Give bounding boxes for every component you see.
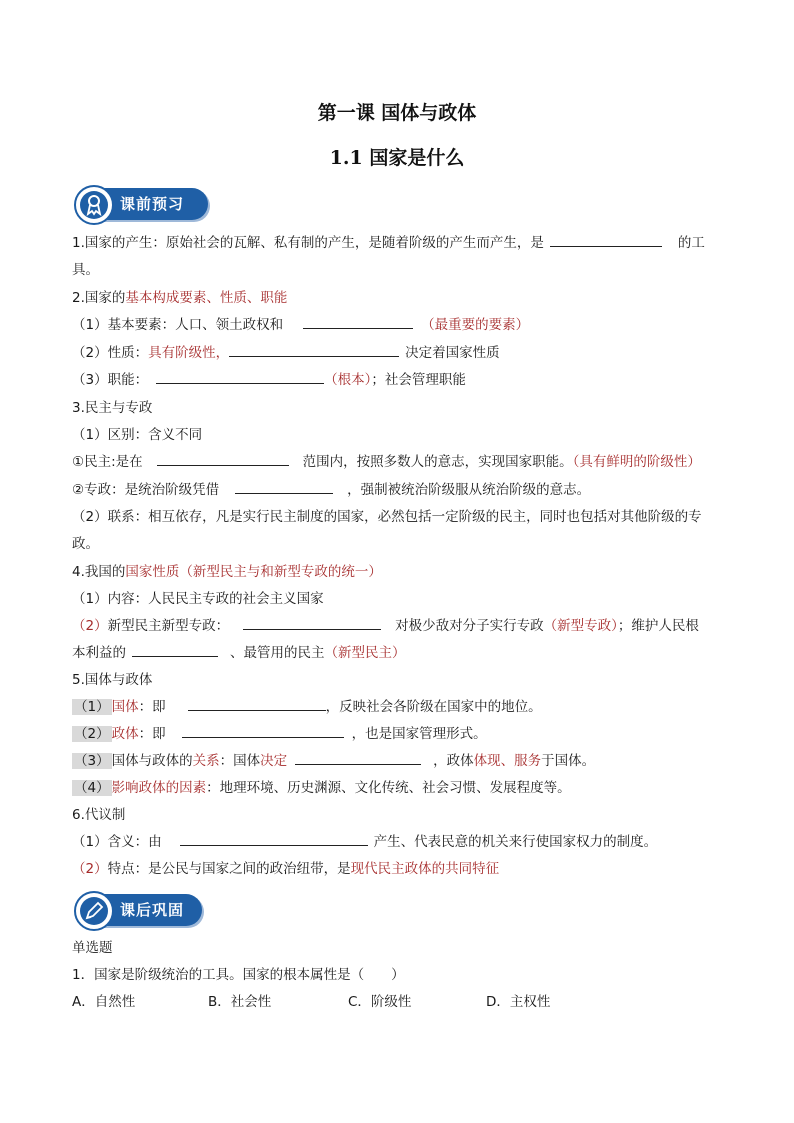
text: （3） xyxy=(74,753,110,769)
quiz-type xyxy=(72,937,113,959)
answer-blank xyxy=(235,479,333,494)
line-10b xyxy=(72,533,99,555)
option-b[interactable]: B．社会性 xyxy=(208,994,272,1010)
line-22 xyxy=(72,831,657,853)
text: 政。 xyxy=(72,536,99,552)
line-6 xyxy=(72,397,152,419)
answer-blank xyxy=(550,232,662,247)
text: （新型专政） xyxy=(543,618,618,634)
page-title: 第一课 国体与政体 xyxy=(317,102,477,124)
answer-blank xyxy=(157,451,289,466)
text: 关系 xyxy=(192,753,220,769)
post-review-label: 课后巩固 xyxy=(120,901,185,919)
text: 本利益的 xyxy=(72,645,126,661)
text: 对极少敌对分子实行专政 xyxy=(395,618,544,634)
answer-blank xyxy=(243,615,381,630)
text: 产生、代表民意的机关来行使国家权力的制度。 xyxy=(373,834,658,850)
line-20 xyxy=(72,777,571,799)
text: 具有阶级性， xyxy=(148,345,230,361)
text: （1）内容：人民民主专政的社会主义国家 xyxy=(72,591,324,607)
text: 于国体。 xyxy=(541,753,596,769)
line-19 xyxy=(72,750,595,772)
line-23 xyxy=(72,858,499,880)
text: ，反映社会各阶级在国家中的地位。 xyxy=(325,699,542,715)
line-5 xyxy=(72,369,466,391)
line-13 xyxy=(72,588,324,610)
text: （2）性质： xyxy=(72,345,149,361)
text: （新型民主） xyxy=(324,645,406,661)
line-15 xyxy=(72,642,406,664)
text: 1．国家是阶级统治的工具。国家的根本属性是（ ） xyxy=(72,967,405,983)
answer-blank xyxy=(156,369,324,384)
line-16 xyxy=(72,669,152,691)
text: ；社会管理职能 xyxy=(371,372,466,388)
text: 4.我国的 xyxy=(72,564,126,580)
text: （2） xyxy=(74,726,110,742)
text: ，强制被统治阶级服从统治阶级的意志。 xyxy=(347,482,591,498)
text: ；维护人民根 xyxy=(617,618,699,634)
line-1 xyxy=(72,232,705,254)
line-1b xyxy=(72,259,99,281)
text: 国家性质（新型民主与和新型专政的统一） xyxy=(125,564,382,580)
text: 3.民主与专政 xyxy=(72,400,153,416)
text: （1）基本要素：人口、领土政权和 xyxy=(72,317,284,333)
quiz-options xyxy=(72,991,712,1013)
text: ：地理环境、历史渊源、文化传统、社会习惯、发展程度等。 xyxy=(206,780,571,796)
text: （3）职能： xyxy=(72,372,149,388)
text: （2） xyxy=(72,618,108,634)
text: （1） xyxy=(74,699,110,715)
line-17 xyxy=(72,696,542,718)
line-7 xyxy=(72,424,202,446)
text: 特点：是公民与国家之间的政治纽带，是 xyxy=(107,861,351,877)
text: 、最管用的民主 xyxy=(230,645,325,661)
text: （最重要的要素） xyxy=(421,317,530,333)
text: 国体 xyxy=(111,699,139,715)
text: 1.国家的产生：原始社会的瓦解、私有制的产生，是随着阶级的产生而产生，是 xyxy=(72,235,544,251)
answer-blank xyxy=(295,750,421,765)
text: 范围内，按照多数人的意志，实现国家职能。 xyxy=(302,454,573,470)
answer-blank xyxy=(132,642,218,657)
line-4 xyxy=(72,342,500,364)
text: ：即 xyxy=(138,699,166,715)
text: 国体与政体的 xyxy=(111,753,193,769)
text: 5.国体与政体 xyxy=(72,672,153,688)
text: （1）含义：由 xyxy=(72,834,162,850)
text: 现代民主政体的共同特征 xyxy=(350,861,500,877)
line-14 xyxy=(72,615,699,637)
option-c[interactable]: C．阶级性 xyxy=(348,994,412,1010)
pencil-icon xyxy=(74,891,114,931)
answer-blank xyxy=(180,831,368,846)
text: 单选题 xyxy=(72,940,113,956)
text: 2.国家的 xyxy=(72,290,126,306)
text: 的工 xyxy=(677,235,705,251)
line-3 xyxy=(72,314,529,336)
answer-blank xyxy=(182,723,344,738)
line-2 xyxy=(72,287,287,309)
answer-blank xyxy=(188,696,326,711)
text: ：国体 xyxy=(219,753,261,769)
answer-blank xyxy=(229,342,399,357)
text: （根本） xyxy=(324,372,372,388)
option-a[interactable]: A．自然性 xyxy=(72,994,136,1010)
answer-blank xyxy=(303,314,413,329)
text: （具有鲜明的阶级性） xyxy=(572,454,701,470)
page-subtitle: 1.1 国家是什么 xyxy=(329,147,465,169)
text: ，也是国家管理形式。 xyxy=(351,726,487,742)
text: 影响政体的因素 xyxy=(111,780,207,796)
text: ，政体 xyxy=(433,753,474,769)
text: （2） xyxy=(72,861,108,877)
line-10 xyxy=(72,506,702,528)
text: ②专政：是统治阶级凭借 xyxy=(72,482,220,498)
text: ：即 xyxy=(138,726,166,742)
ribbon-badge-icon xyxy=(74,185,114,225)
line-18 xyxy=(72,723,487,745)
text: （4） xyxy=(74,780,110,796)
line-8 xyxy=(72,451,701,473)
text: （1）区别：含义不同 xyxy=(72,427,203,443)
text: 决定着国家性质 xyxy=(405,345,500,361)
text: 基本构成要素、性质、职能 xyxy=(125,290,288,306)
pre-study-label: 课前预习 xyxy=(120,195,185,213)
line-12 xyxy=(72,561,382,583)
text: （2）联系：相互依存，凡是实行民主制度的国家，必然包括一定阶级的民主，同时也包括对其他阶级的专 xyxy=(72,509,702,525)
line-21 xyxy=(72,804,125,826)
text: 新型民主新型专政： xyxy=(107,618,230,634)
quiz-question xyxy=(72,964,405,986)
pre-study-banner xyxy=(76,188,208,220)
text: 6.代议制 xyxy=(72,807,126,823)
line-9 xyxy=(72,479,590,501)
text: ①民主:是在 xyxy=(72,454,143,470)
text: 体现、服务 xyxy=(473,753,542,769)
post-review-banner xyxy=(76,894,202,926)
option-d[interactable]: D．主权性 xyxy=(486,994,551,1010)
text: 政体 xyxy=(111,726,139,742)
text: 决定 xyxy=(260,753,288,769)
text: 具。 xyxy=(72,262,99,278)
